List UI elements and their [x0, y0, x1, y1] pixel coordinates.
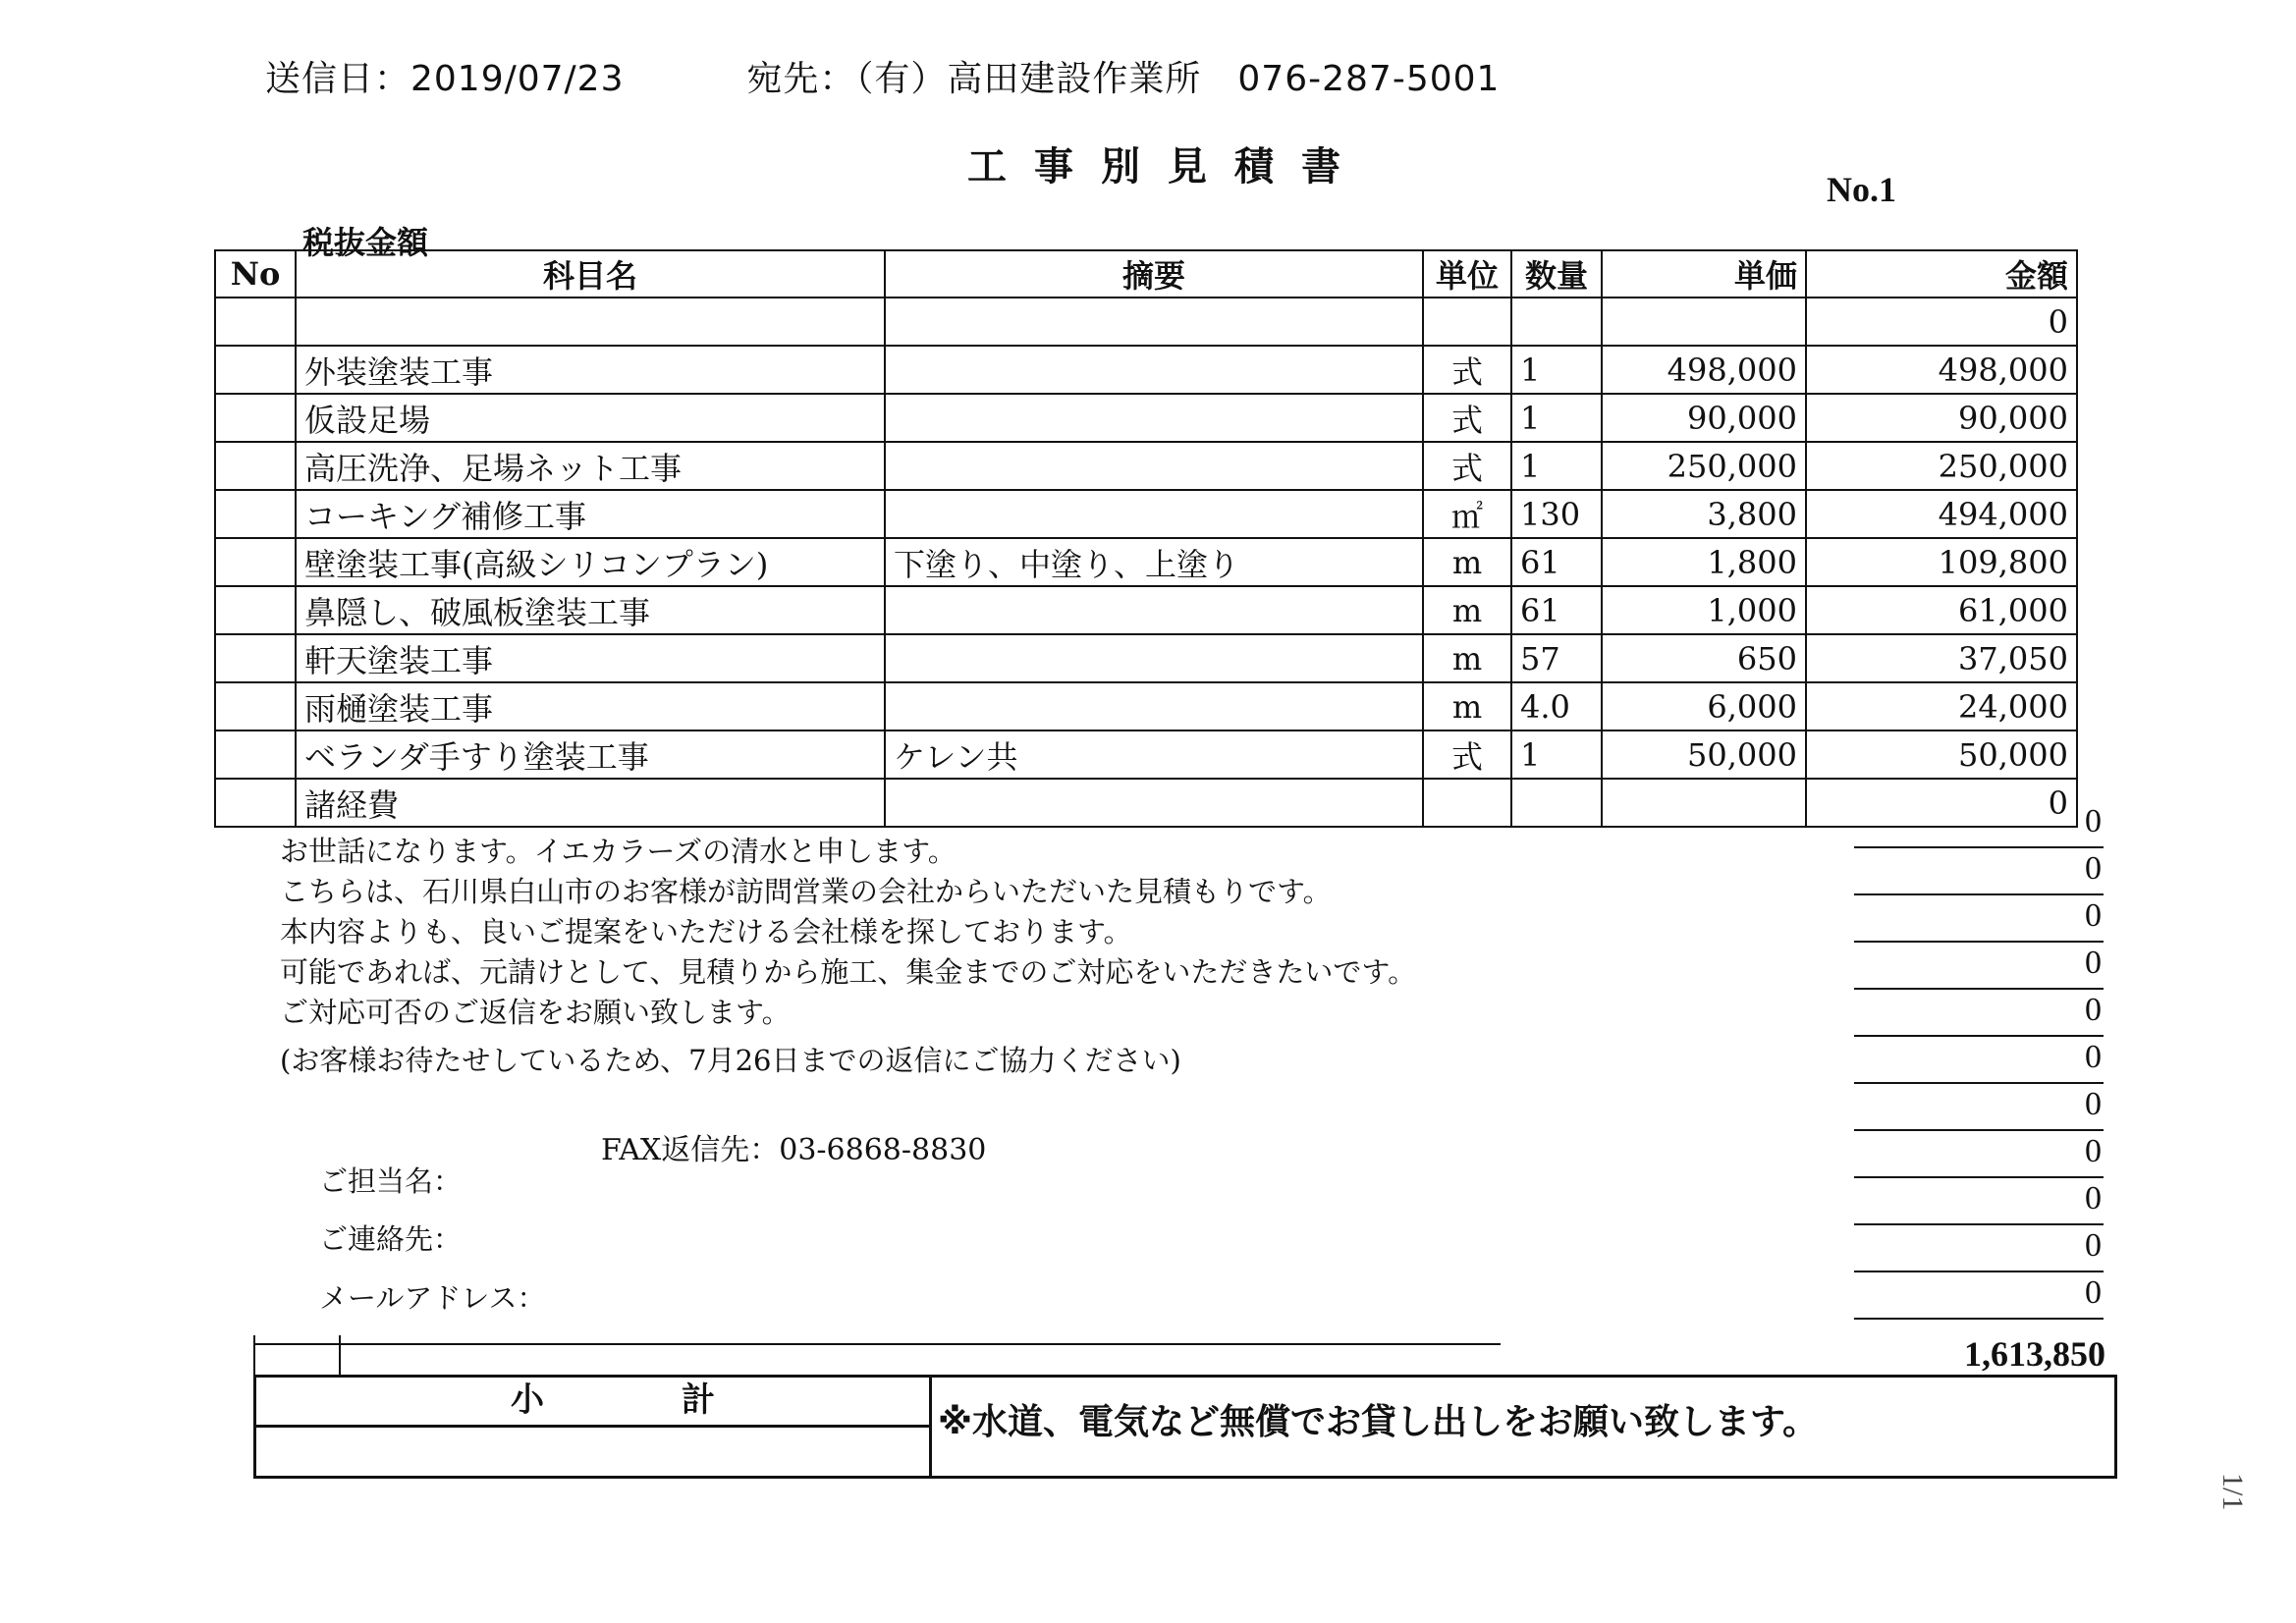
amount-underline — [1854, 1318, 2104, 1320]
table-row — [215, 298, 2077, 346]
amount-zero: 0 — [2085, 1227, 2102, 1264]
table-row: 軒天塗装工事 m 57 650 37,050 — [215, 634, 2077, 682]
fax-header — [265, 51, 1500, 101]
amount-underline — [1854, 846, 2104, 848]
amount-underline — [1854, 1035, 2104, 1037]
message-line-6: (お客様お待たせしているため、7月26日までの返信にご協力ください) — [280, 1044, 1181, 1077]
top-amount: 0 — [1806, 298, 2077, 346]
amount-zero: 0 — [2085, 1133, 2102, 1169]
table-row: 雨樋塗装工事 m 4.0 6,000 24,000 — [215, 682, 2077, 730]
amount-zero: 0 — [2085, 803, 2102, 839]
amount-zero: 0 — [2085, 945, 2102, 981]
amount-zero: 0 — [2085, 1274, 2102, 1311]
amount-zero: 0 — [2085, 1086, 2102, 1122]
contact-person-label: ご担当名： — [319, 1164, 463, 1198]
amount-zero: 0 — [2085, 992, 2102, 1028]
page-number: 1/1 — [2216, 1473, 2249, 1511]
amount-underline — [1854, 893, 2104, 895]
estimate-table — [214, 249, 2078, 828]
message-line-2: こちらは、石川県白山市のお客様が訪問営業の会社からいただいた見積もりです。 — [280, 875, 1332, 908]
amount-underline — [1854, 1082, 2104, 1084]
amount-zero: 0 — [2085, 1039, 2102, 1075]
sent-date: 送信日：2019/07/23 — [265, 59, 625, 99]
message-line-1: お世話になります。イエカラーズの清水と申します。 — [280, 835, 957, 868]
fax-reply-number: FAX返信先：03-6868-8830 — [601, 1133, 987, 1167]
amount-underline — [1854, 1223, 2104, 1225]
divider — [253, 1343, 1501, 1345]
contact-email-label: メールアドレス： — [319, 1281, 546, 1315]
amount-underline — [1854, 1271, 2104, 1272]
table-row: 仮設足場 式 1 90,000 90,000 — [215, 394, 2077, 442]
recipient: 宛先：（有）高田建設作業所 076-287-5001 — [746, 59, 1501, 99]
amount-underline — [1854, 1129, 2104, 1131]
amount-zero: 0 — [2085, 850, 2102, 887]
message-line-5: ご対応可否のご返信をお願い致します。 — [280, 996, 791, 1029]
document-number: No.1 — [1827, 170, 1896, 209]
subtotal-value: 1,613,850 — [1964, 1334, 2105, 1374]
table-header-row — [215, 250, 2077, 298]
divider — [253, 1335, 255, 1375]
divider — [256, 1425, 929, 1428]
message-line-3: 本内容よりも、良いご提案をいただける会社様を探しております。 — [280, 915, 1132, 948]
table-row: コーキング補修工事 ㎡ 130 3,800 494,000 — [215, 490, 2077, 538]
header-unit-price: 単価 — [1602, 250, 1806, 298]
header-no: No — [215, 250, 296, 298]
footer-note: ※水道、電気など無償でお貸し出しをお願い致します。 — [938, 1402, 1819, 1442]
message-line-4: 可能であれば、元請けとして、見積りから施工、集金までのご対応をいただきたいです。 — [280, 955, 1417, 989]
table-row: 高圧洗浄、足場ネット工事 式 1 250,000 250,000 — [215, 442, 2077, 490]
header-unit: 単位 — [1423, 250, 1511, 298]
amount-underline — [1854, 1176, 2104, 1178]
divider — [339, 1335, 341, 1375]
header-amount: 金額 — [1806, 250, 2077, 298]
header-quantity: 数量 — [1511, 250, 1602, 298]
tax-excluded-note: 税抜金額 — [302, 224, 429, 261]
amount-underline — [1854, 941, 2104, 943]
document-title: 工事別見積書 — [967, 144, 1368, 189]
header-description: 摘要 — [885, 250, 1423, 298]
table-row: 壁塗装工事(高級シリコンプラン) 下塗り、中塗り、上塗り m 61 1,800 109,800 — [215, 538, 2077, 586]
table-row: 外装塗装工事 式 1 498,000 498,000 — [215, 346, 2077, 394]
table-row: ベランダ手すり塗装工事 ケレン共 式 1 50,000 50,000 — [215, 730, 2077, 779]
header-item-name: 科目名 — [296, 250, 885, 298]
amount-underline — [1854, 988, 2104, 990]
amount-zero: 0 — [2085, 1180, 2102, 1217]
table-row: 鼻隠し、破風板塗装工事 m 61 1,000 61,000 — [215, 586, 2077, 634]
subtotal-label: 小計 — [511, 1380, 852, 1420]
divider — [929, 1378, 932, 1476]
table-row: 諸経費 0 — [215, 779, 2077, 827]
amount-zero: 0 — [2085, 897, 2102, 934]
contact-tel-label: ご連絡先： — [319, 1222, 463, 1256]
